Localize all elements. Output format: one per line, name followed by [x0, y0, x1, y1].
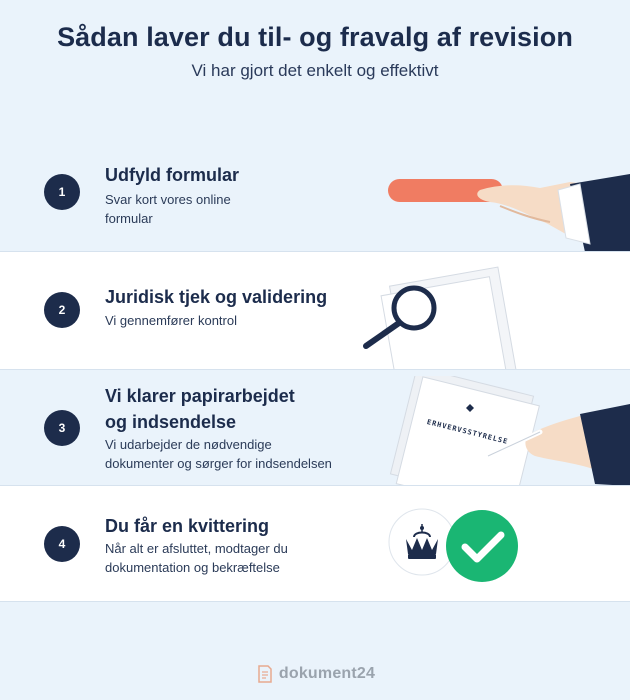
step-number-badge: 2 [44, 292, 80, 328]
document-logo-icon [255, 664, 273, 684]
step-description: Vi gennemfører kontrol [105, 313, 237, 328]
step-number-badge: 3 [44, 410, 80, 446]
crown-checkmark-icon [384, 506, 530, 586]
step-title-line-1: Vi klarer papirarbejdet [105, 386, 295, 406]
page-title: Sådan laver du til- og fravalg af revision [57, 22, 573, 52]
page-header [0, 0, 630, 130]
step-description: Svar kort vores online formular [105, 192, 231, 226]
step-number-badge: 4 [44, 526, 80, 562]
hand-pointing-icon [380, 154, 630, 252]
step-title: Juridisk tjek og validering [105, 287, 328, 307]
step-4 [0, 486, 630, 602]
step-description-line-2: dokumentation og bekræftelse [105, 560, 280, 575]
brand-name: dokument24 [278, 665, 376, 682]
document-signing-icon [380, 376, 630, 486]
step-description-line-2: dokumenter og sørger for indsendelsen [105, 456, 332, 471]
step-title-line-2: og indsendelse [105, 412, 237, 432]
brand-logo [255, 664, 375, 684]
step-description-line-1: Når alt er afsluttet, modtager du [105, 541, 288, 556]
magnifier-icon [356, 258, 536, 370]
step-2 [0, 252, 630, 370]
step-3 [0, 370, 630, 486]
step-description-line-1: Vi udarbejder de nødvendige [105, 437, 272, 452]
step-title: Udfyld formular [105, 165, 240, 185]
footer [0, 664, 630, 689]
step-number-badge: 1 [44, 174, 80, 210]
step-title: Du får en kvittering [105, 516, 270, 536]
document-stamp: ERHVERVSSTYRELSE [426, 418, 509, 446]
step-1 [0, 134, 630, 252]
page-subtitle: Vi har gjort det enkelt og effektivt [191, 61, 439, 80]
